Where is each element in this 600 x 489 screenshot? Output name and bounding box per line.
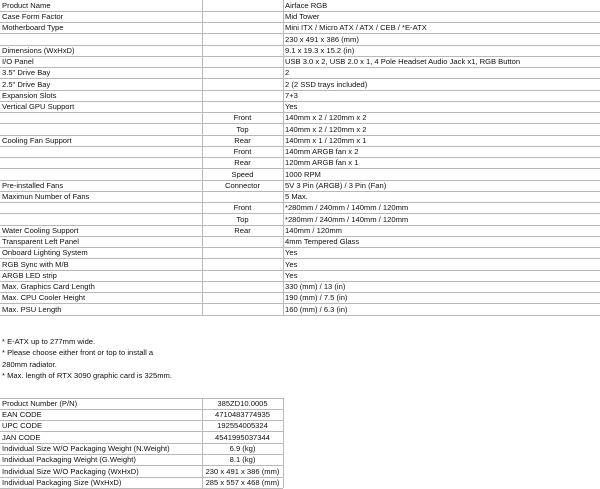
spec-sublabel [202, 34, 283, 45]
spec-label: Vertical GPU Support [2, 102, 75, 112]
spec-label: Expansion Slots [2, 90, 57, 100]
column-divider [283, 398, 284, 488]
spec-sublabel [202, 248, 283, 259]
spec-value: Mini ITX / Micro ATX / ATX / CEB / *E-ATX [285, 23, 427, 33]
package-value: 192554005324 [217, 421, 268, 431]
spec-label [2, 203, 202, 214]
spec-value: 5V 3 Pin (ARGB) / 3 Pin (Fan) [285, 180, 387, 190]
spec-label: Max. PSU Length [2, 304, 62, 314]
spec-sublabel [202, 101, 283, 112]
spec-sublabel [202, 293, 283, 304]
spec-sublabel [202, 304, 283, 315]
spec-sublabel: Top [236, 124, 249, 134]
spec-value: 9.1 x 19.3 x 15.2 (in) [285, 45, 355, 55]
spec-sublabel [202, 259, 283, 270]
spec-sublabel [202, 90, 283, 101]
package-value: 4710483774935 [215, 410, 270, 420]
spec-sublabel [202, 23, 283, 34]
spec-sublabel: Top [236, 214, 249, 224]
spec-sublabel [202, 45, 283, 56]
spec-label: Case Form Factor [2, 12, 64, 22]
spec-label: 2.5" Drive Bay [2, 79, 51, 89]
footnote: * Max. length of RTX 3090 graphic card is 325mm. [2, 370, 172, 380]
spec-value: 5 Max. [285, 192, 308, 202]
spec-sublabel: Front [233, 113, 252, 123]
spec-value: Yes [285, 270, 298, 280]
spec-value: 140mm x 1 / 120mm x 1 [285, 135, 367, 145]
spec-label [2, 146, 202, 157]
spec-label: Product Name [2, 0, 51, 10]
spec-value: 140mm / 120mm [285, 225, 342, 235]
spec-label: Max. Graphics Card Length [2, 282, 95, 292]
spec-sublabel [202, 236, 283, 247]
spec-sublabel [202, 0, 283, 11]
spec-sublabel: Rear [234, 135, 251, 145]
package-value: 4541995037344 [215, 432, 270, 442]
package-label: JAN CODE [2, 432, 41, 442]
spec-label: Motherboard Type [2, 23, 64, 33]
package-label: UPC CODE [2, 421, 43, 431]
package-value: 230 x 491 x 386 (mm) [205, 466, 280, 476]
spec-sublabel [202, 191, 283, 202]
spec-value: 230 x 491 x 386 (mm) [285, 34, 359, 44]
package-value: 8.1 (kg) [229, 455, 256, 465]
spec-value: USB 3.0 x 2, USB 2.0 x 1, 4 Pole Headset Audio Jack x1, RGB Button [285, 57, 521, 67]
spec-value: 2 [285, 68, 290, 78]
package-label: Product Number (P/N) [2, 398, 78, 408]
spec-label: Cooling Fan Support [2, 135, 72, 145]
footnote: 280mm radiator. [2, 359, 57, 369]
spec-label: Pre-installed Fans [2, 180, 64, 190]
spec-value: 190 (mm) / 7.5 (in) [285, 293, 348, 303]
spec-sublabel [202, 68, 283, 79]
package-label: Individual Size W/O Packaging (WxHxD) [2, 466, 139, 476]
spec-value: 7+3 [285, 90, 298, 100]
spec-label: Dimensions (WxHxD) [2, 45, 75, 55]
spec-value: Yes [285, 259, 298, 269]
spec-value: Airface RGB [285, 0, 328, 10]
spec-label: RGB Sync with M/B [2, 259, 69, 269]
spec-sublabel: Connector [224, 180, 261, 190]
spec-label [2, 113, 202, 124]
spec-value: Yes [285, 102, 298, 112]
spec-sublabel [202, 79, 283, 90]
spec-value: 140mm ARGB fan x 2 [285, 147, 359, 157]
spec-sublabel: Front [233, 147, 252, 157]
spec-label: I/O Panel [2, 57, 34, 67]
spec-label [2, 169, 202, 180]
package-label: Individual Packaging Size (WxHxD) [2, 477, 122, 487]
spec-value: 2 (2 SSD trays included) [285, 79, 368, 89]
spec-value: Mid Tower [285, 12, 320, 22]
spec-value: 160 (mm) / 6.3 (in) [285, 304, 348, 314]
package-value: 6.9 (kg) [229, 444, 256, 454]
spec-value: *280mm / 240mm / 140mm / 120mm [285, 214, 409, 224]
spec-value: 330 (mm) / 13 (in) [285, 282, 346, 292]
spec-sublabel: Rear [234, 158, 251, 168]
spec-label: ARGB LED strip [2, 270, 57, 280]
package-value: 385ZD10.0005 [217, 398, 268, 408]
spec-label: Maximun Number of Fans [2, 192, 90, 202]
package-label: EAN CODE [2, 410, 42, 420]
spec-value: 1000 RPM [285, 169, 321, 179]
spec-label: Transparent Left Panel [2, 237, 79, 247]
spec-label: 3.5" Drive Bay [2, 68, 51, 78]
spec-value: 4mm Tempered Glass [285, 237, 360, 247]
spec-value: 120mm ARGB fan x 1 [285, 158, 359, 168]
spec-sublabel: Speed [231, 169, 254, 179]
spec-label [2, 214, 202, 225]
spec-label [2, 124, 202, 135]
package-label: Individual Size W/O Packaging Weight (N.Weight) [2, 444, 170, 454]
spec-label [2, 34, 202, 45]
spec-sublabel [202, 56, 283, 67]
package-label: Individual Packaging Weight (G.Weight) [2, 455, 136, 465]
spec-label [2, 158, 202, 169]
spec-sublabel [202, 281, 283, 292]
spec-sublabel: Rear [234, 225, 251, 235]
spec-value: Yes [285, 248, 298, 258]
spec-label: Onboard Lighting System [2, 248, 88, 258]
spec-label: Water Cooling Support [2, 225, 79, 235]
spec-value: 140mm x 2 / 120mm x 2 [285, 124, 367, 134]
spec-sublabel [202, 11, 283, 22]
spec-sublabel: Front [233, 203, 252, 213]
spec-value: 140mm x 2 / 120mm x 2 [285, 113, 367, 123]
spec-sublabel [202, 270, 283, 281]
footnote: * E-ATX up to 277mm wide. [2, 337, 96, 346]
footnote: * Please choose either front or top to install a [2, 348, 154, 358]
spec-value: *280mm / 240mm / 140mm / 120mm [285, 203, 409, 213]
package-value: 285 x 557 x 468 (mm) [205, 477, 280, 487]
spec-label: Max. CPU Cooler Height [2, 293, 86, 303]
